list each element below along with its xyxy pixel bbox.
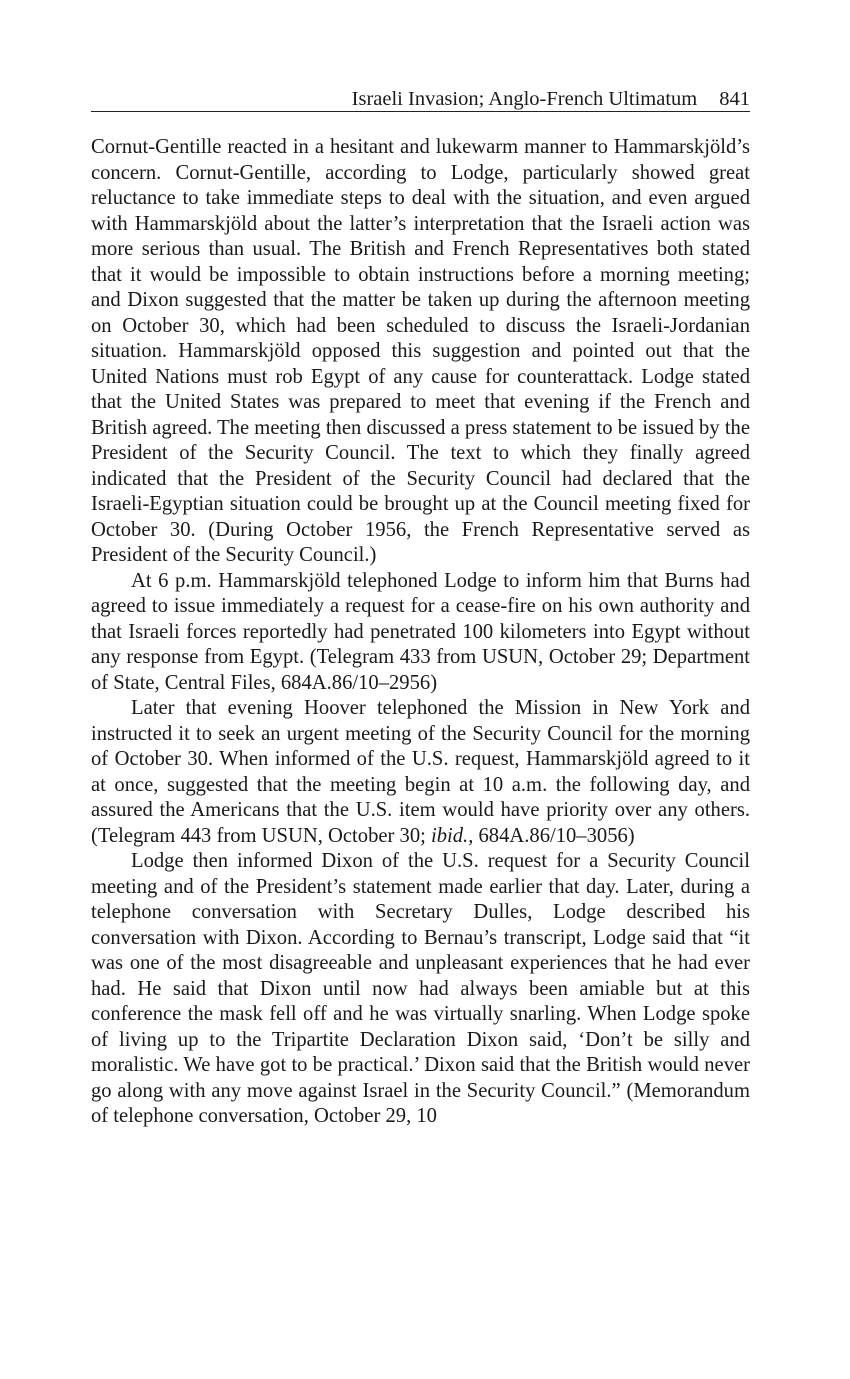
page-number: 841: [719, 88, 750, 110]
ibid-citation: ibid.: [431, 824, 469, 847]
paragraph-3-citation: , 684A.86/10–3056): [468, 824, 635, 847]
paragraph-3: [91, 696, 750, 849]
running-head: [91, 88, 750, 112]
running-title: Israeli Invasion; Anglo-French Ultimatum: [351, 88, 698, 110]
paragraph-3-text: Later that evening Hoover telephoned the Mission in New York and instructed it to seek an urgent meeting of the Security Council for the morning of October 30. When informed of the U.S. request, Hammarskjöld agreed to it at once, suggested that the meeting begin at 10 a.m. the following day, and assured the Americans that the U.S. item would have priority over any others. (Telegram 443 from USUN, October 30;: [91, 697, 750, 847]
paragraph-4: Lodge then informed Dixon of the U.S. request for a Security Council meeting and of the President’s statement made earlier that day. Later, during a telephone conversation with Secretary Dulles, Lodge described his conversation with Dixon. According to Bernau’s transcript, Lodge said that “it was one of the most disagreeable and unpleasant experiences that he had ever had. He said that Dixon until now had always been amiable but at this conference the mask fell off and he was virtually snarling. When Lodge spoke of living up to the Tripartite Declaration Dixon said, ‘Don’t be silly and moralistic. We have got to be practical.’ Dixon said that the British would never go along with any move against Israel in the Security Council.” (Memorandum of telephone conversation, October 29, 10: [91, 850, 750, 1127]
body-text: [91, 135, 750, 1130]
paragraph-2: At 6 p.m. Hammarskjöld telephoned Lodge to inform him that Burns had agreed to issue immediately a request for a cease-fire on his own authority and that Israeli forces reportedly had penetrated 100 kilometers into Egypt without any response from Egypt. (Telegram 433 from USUN, October 29; Department of State, Central Files, 684A.86/10–2956): [91, 569, 750, 694]
paragraph-1: Cornut-Gentille reacted in a hesitant and lukewarm manner to Hammarskjöld’s concern. Cornut-Gentille, according to Lodge, particularly showed great reluctance to take immediate steps to deal with the situation, and even argued with Hammarskjöld about the latter’s interpretation that the Israeli action was more serious than usual. The British and French Representatives both stated that it would be impossible to obtain instructions before a morning meeting; and Dixon suggested that the matter be taken up during the afternoon meeting on October 30, which had been scheduled to discuss the Israeli-Jordanian situation. Hammarskjöld opposed this suggestion and pointed out that the United Nations must rob Egypt of any cause for counterattack. Lodge stated that the United States was prepared to meet that evening if the French and British agreed. The meeting then discussed a press statement to be issued by the President of the Security Council. The text to which they finally agreed indicated that the President of the Security Council had declared that the Israeli-Egyptian situation could be brought up at the Council meeting fixed for October 30. (During October 1956, the French Representative served as President of the Security Council.): [91, 136, 750, 566]
